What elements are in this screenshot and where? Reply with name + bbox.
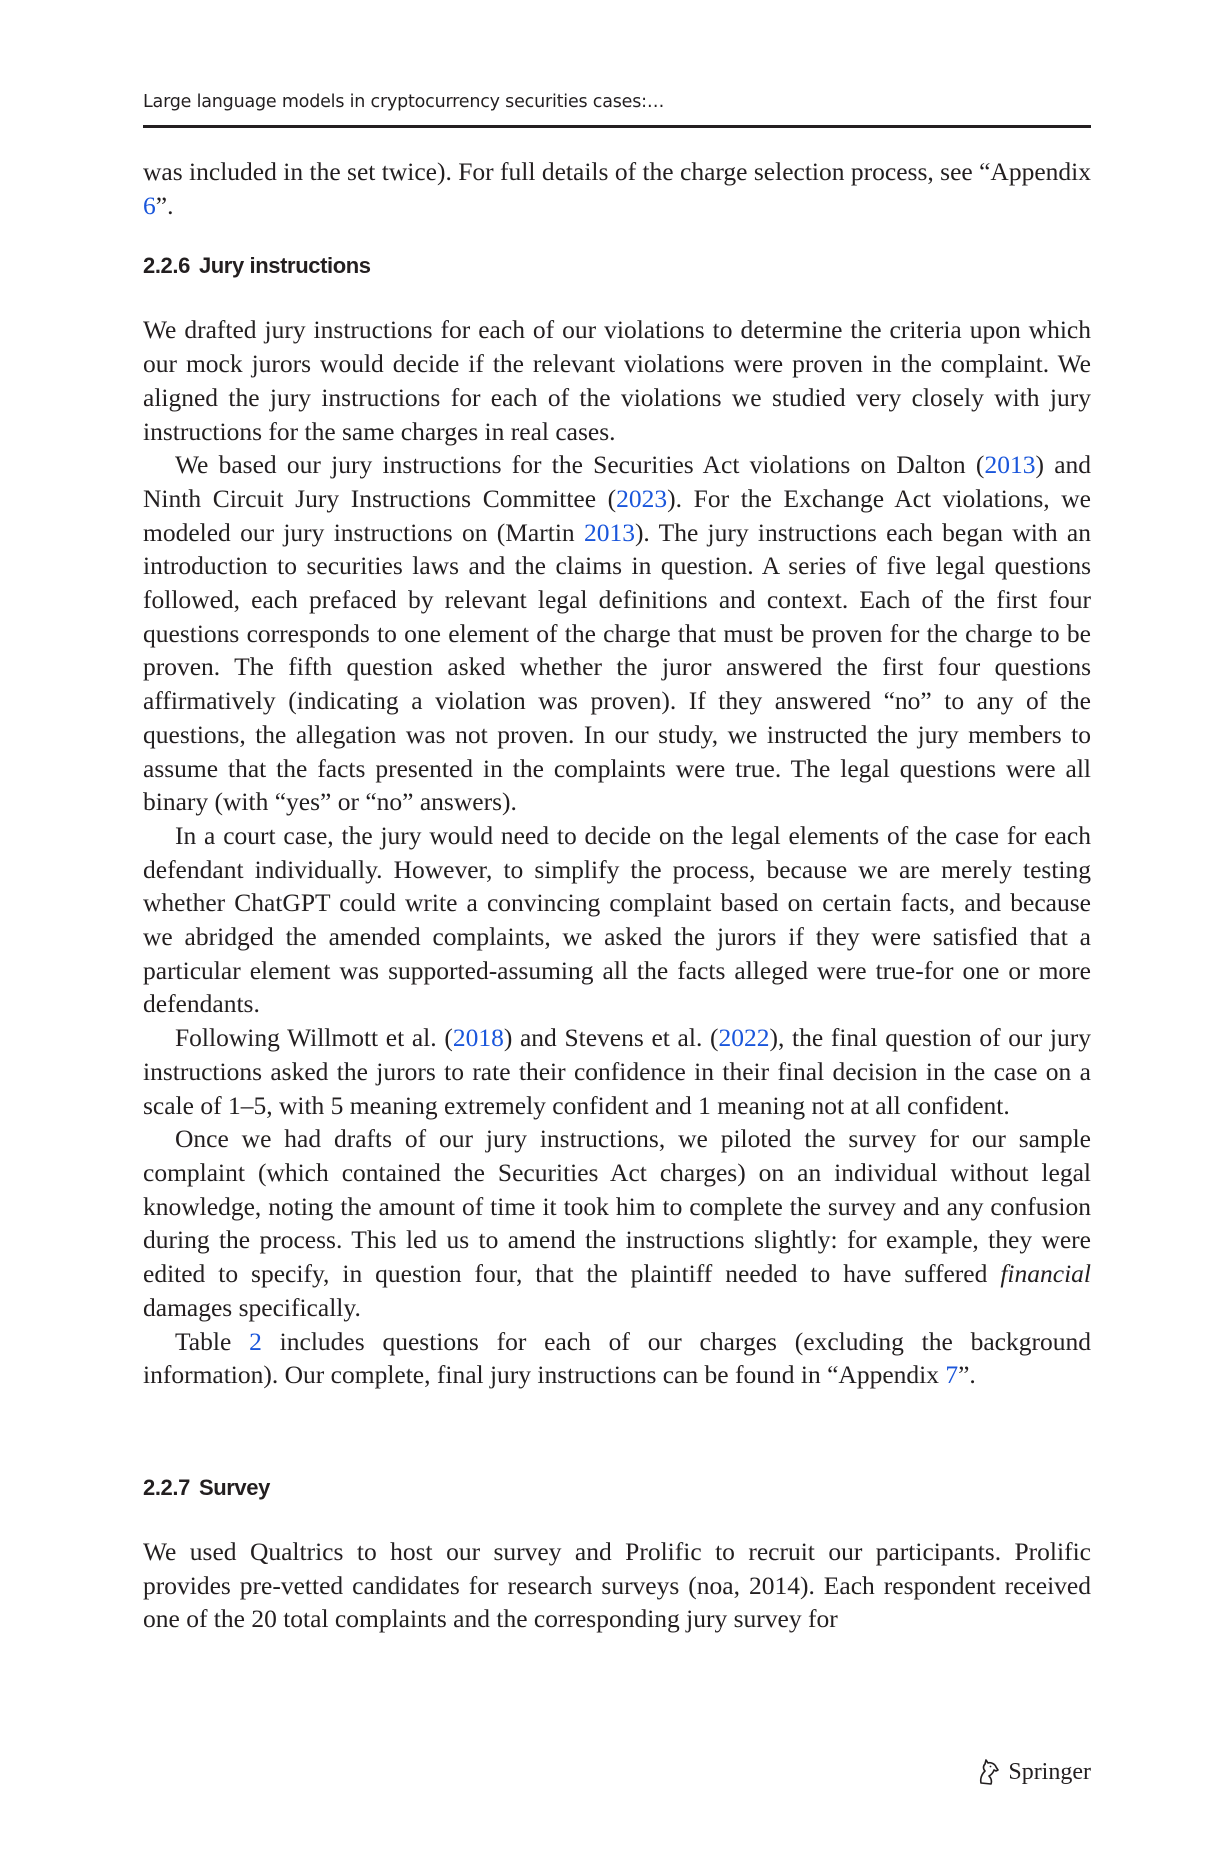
jury-paragraph-6 xyxy=(143,1325,1091,1392)
section-number: 2.2.6 xyxy=(143,253,190,279)
jury-paragraph-3: In a court case, the jury would need to decide on the legal elements of the case for each defendant individually. However, to simplify the process, because we are merely testing whether ChatGPT could write a convincing complaint based on certain facts, and because we abridged the amended complaints, we asked the jurors if they were satisfied that a particular element was supported-assuming all the facts alleged were true-for one or more defendants. xyxy=(143,820,1091,1019)
jury-paragraph-4 xyxy=(143,1021,1091,1122)
emphasis-financial: financial xyxy=(1000,1259,1091,1289)
section-title: Jury instructions xyxy=(198,253,371,279)
text-span: Following Willmott et al. ( xyxy=(175,1023,453,1053)
appendix-6-link[interactable]: 6 xyxy=(143,190,156,220)
intro-paragraph xyxy=(143,155,1091,222)
text-span: ). For the Exchange Act violations, we modeled our jury instructions on (Martin xyxy=(143,483,1091,547)
text-span: We based our jury instructions for the Securities Act violations on Dalton ( xyxy=(175,450,985,480)
header-rule xyxy=(143,125,1091,128)
text-span: includes questions for each of our charges (excluding the background information). Our complete, final jury instructions can be found in “Appendix xyxy=(143,1326,1091,1390)
text-span: ) and Ninth Circuit Jury Instructions Committee ( xyxy=(143,450,1092,513)
publisher-name: Springer xyxy=(1008,1758,1091,1785)
page-body xyxy=(143,155,1091,1636)
survey-paragraph-1: We used Qualtrics to host our survey and Prolific to recruit our participants. Prolific provides pre-vetted candidates for research surveys (noa, 2014). Each respondent received one of the 20 total complaints and the corresponding jury survey for xyxy=(143,1536,1091,1634)
jury-paragraph-1: We drafted jury instructions for each of our violations to determine the criteria upon which our mock jurors would decide if the relevant violations were proven in the complaint. We aligned the jury instructions for each of the violations we studied very closely with jury instructions for the same charges in real cases. xyxy=(143,315,1091,446)
running-title: Large language models in cryptocurrency securities cases:… xyxy=(143,92,665,112)
intro-text-b: ”. xyxy=(155,190,174,220)
citation-ninth-circuit-link[interactable]: 2023 xyxy=(616,483,668,513)
jury-paragraph-5 xyxy=(143,1122,1091,1324)
springer-horse-icon xyxy=(976,1758,1002,1786)
section-heading-survey xyxy=(143,1474,1091,1502)
publisher-footer xyxy=(976,1758,1091,1786)
text-span: ). The jury instructions each began with an introduction to securities laws and the claims in question. A series of five legal questions followed, each prefaced by relevant legal definitions and context. Each of the first four questions corresponds to one element of the charge that must be proven for the charge to be proven. The fifth question asked whether the juror answered the first four questions affirmatively (indicating a violation was proven). If they answered “no” to any of the questions, the allegation was not proven. In our study, we instructed the jury members to assume that the facts presented in the complaints were true. The legal questions were all binary (with “yes” or “no” answers). xyxy=(143,517,1091,817)
text-span: ”. xyxy=(958,1360,976,1390)
text-span: Once we had drafts of our jury instructions, we piloted the survey for our sample complaint (which contained the Securities Act charges) on an individual without legal knowledge, noting the amount of time it took him to complete the survey and any confusion during the process. This led us to amend the instructions slightly: for example, they were edited to specify, in question four, that the plaintiff needed to have suffered xyxy=(143,1124,1091,1289)
appendix-7-link[interactable]: 7 xyxy=(945,1360,959,1390)
citation-dalton-link[interactable]: 2013 xyxy=(984,450,1036,480)
text-span: ), the final question of our jury instructions asked the jurors to rate their confidence in their final decision in the case on a scale of 1–5, with 5 meaning extremely confident and 1 meaning not at all confident. xyxy=(143,1023,1091,1120)
text-span: ) and Stevens et al. ( xyxy=(503,1023,719,1053)
text-span: Table xyxy=(175,1326,250,1356)
intro-text-a: was included in the set twice). For full details of the charge selection process, see “Appendix xyxy=(143,157,1091,186)
section-heading-jury-instructions xyxy=(143,252,1091,280)
citation-stevens-link[interactable]: 2022 xyxy=(718,1023,770,1053)
jury-paragraph-2 xyxy=(143,448,1091,819)
section-title: Survey xyxy=(198,1474,270,1500)
citation-willmott-link[interactable]: 2018 xyxy=(452,1023,504,1053)
table-2-link[interactable]: 2 xyxy=(249,1326,262,1356)
citation-martin-link[interactable]: 2013 xyxy=(583,517,635,547)
section-number: 2.2.7 xyxy=(143,1474,190,1500)
text-span: damages specifically. xyxy=(143,1292,361,1322)
